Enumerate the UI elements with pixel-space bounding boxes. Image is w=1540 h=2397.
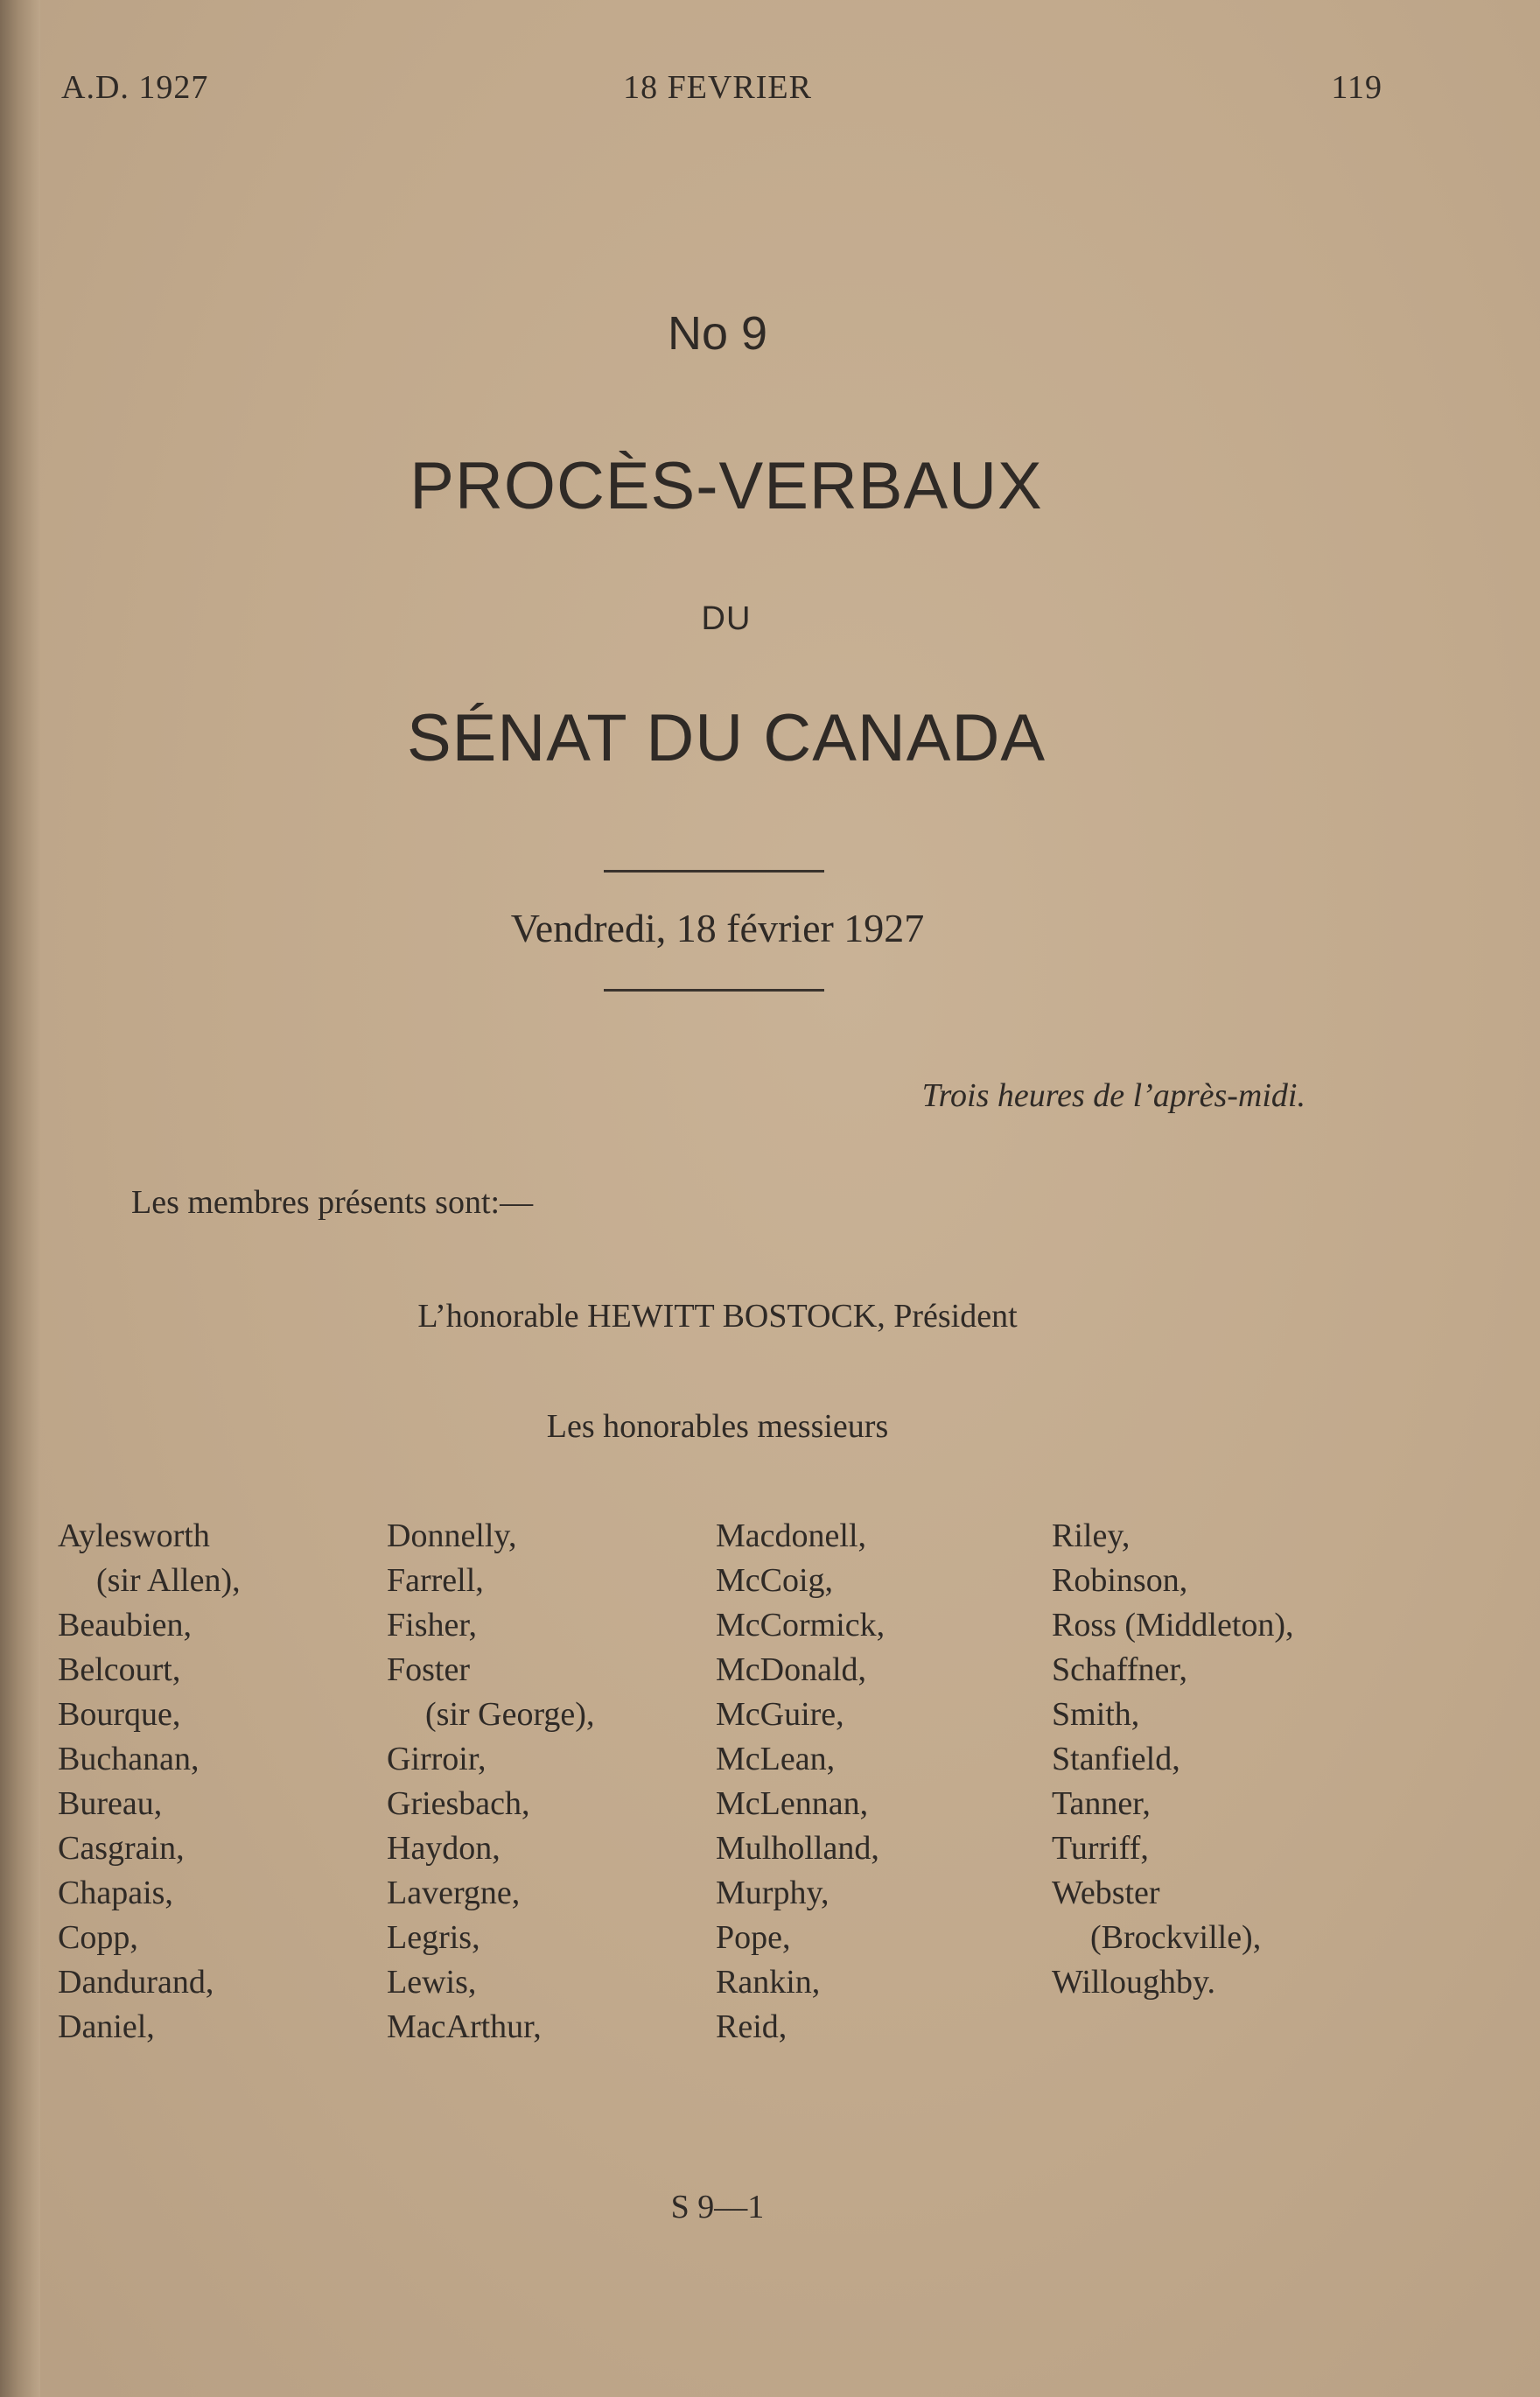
member-name: Rankin,: [716, 1964, 821, 2001]
member-name: MacArthur,: [387, 2008, 542, 2045]
member-name: (sir George),: [425, 1696, 595, 1733]
member-name: Macdonell,: [716, 1517, 867, 1554]
member-name: (Brockville),: [1090, 1919, 1262, 1956]
member-name: Daniel,: [58, 2008, 155, 2045]
member-name: Ross (Middleton),: [1052, 1607, 1294, 1644]
member-name: Aylesworth: [58, 1517, 210, 1554]
session-time: Trois heures de l’après-midi.: [921, 1077, 1306, 1114]
member-name: Belcourt,: [58, 1651, 181, 1688]
member-name: Legris,: [387, 1919, 480, 1956]
member-name: Stanfield,: [1052, 1741, 1180, 1777]
member-name: Beaubien,: [58, 1607, 192, 1644]
member-name: McGuire,: [716, 1696, 844, 1733]
member-name: Mulholland,: [716, 1830, 879, 1867]
member-name: Robinson,: [1052, 1562, 1188, 1599]
member-name: Tanner,: [1052, 1785, 1151, 1822]
member-name: Dandurand,: [58, 1964, 214, 2001]
member-name: Webster: [1052, 1875, 1160, 1911]
member-name: (sir Allen),: [96, 1562, 241, 1599]
member-column-2: [387, 1514, 702, 2050]
member-name: McCoig,: [716, 1562, 834, 1599]
member-name: Smith,: [1052, 1696, 1140, 1733]
divider-top: [604, 870, 824, 873]
title-senat: SÉNAT DU CANADA: [406, 701, 1046, 775]
member-name: Griesbach,: [387, 1785, 530, 1822]
member-column-3: [716, 1514, 1031, 2050]
title-proces-verbaux: PROCÈS-VERBAUX: [410, 449, 1043, 523]
member-name: McLennan,: [716, 1785, 869, 1822]
member-name: Haydon,: [387, 1830, 500, 1867]
member-name: Reid,: [716, 2008, 788, 2045]
member-name: Bourque,: [58, 1696, 181, 1733]
member-name: Murphy,: [716, 1875, 830, 1911]
member-name: Turriff,: [1052, 1830, 1149, 1867]
member-name: Lavergne,: [387, 1875, 521, 1911]
member-name: Copp,: [58, 1919, 138, 1956]
header-date: 18 FEVRIER: [623, 69, 812, 106]
honorables-heading: Les honorables messieurs: [546, 1408, 889, 1445]
member-name: Chapais,: [58, 1875, 173, 1911]
member-name: Fisher,: [387, 1607, 477, 1644]
president-line: L’honorable HEWITT BOSTOCK, Président: [417, 1298, 1018, 1335]
issue-number: No 9: [667, 307, 768, 360]
header-year: A.D. 1927: [61, 69, 209, 106]
member-name: Schaffner,: [1052, 1651, 1187, 1688]
member-name: McLean,: [716, 1741, 836, 1777]
member-name: Foster: [387, 1651, 470, 1688]
signature-mark: S 9—1: [670, 2189, 765, 2225]
member-name: Lewis,: [387, 1964, 477, 2001]
page-number: 119: [1331, 69, 1382, 106]
members-intro: Les membres présents sont:—: [131, 1184, 534, 1221]
member-name: Casgrain,: [58, 1830, 185, 1867]
member-column-1: [58, 1514, 373, 2050]
member-name: McCormick,: [716, 1607, 886, 1644]
title-du: DU: [701, 600, 752, 637]
member-name: Riley,: [1052, 1517, 1130, 1554]
member-name: Donnelly,: [387, 1517, 517, 1554]
member-name: Buchanan,: [58, 1741, 200, 1777]
member-name: Farrell,: [387, 1562, 484, 1599]
divider-bottom: [604, 989, 824, 992]
member-name: Bureau,: [58, 1785, 163, 1822]
member-name: Pope,: [716, 1919, 791, 1956]
member-name: McDonald,: [716, 1651, 867, 1688]
member-name: Willoughby.: [1052, 1964, 1216, 2001]
member-name: Girroir,: [387, 1741, 486, 1777]
session-date: Vendredi, 18 février 1927: [510, 906, 925, 950]
member-column-4: [1052, 1514, 1367, 2005]
